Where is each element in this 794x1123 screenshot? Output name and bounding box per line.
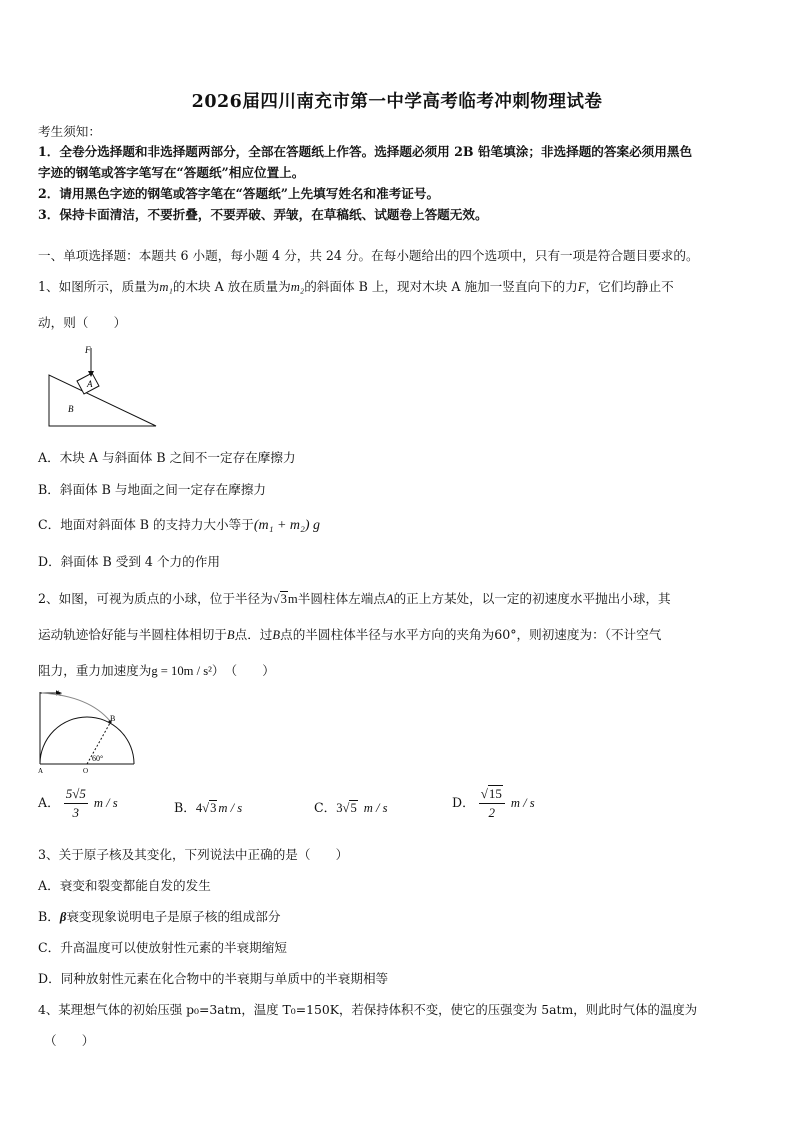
q3-option-c: C．升高温度可以使放射性元素的半衰期缩短 — [38, 940, 287, 955]
q2-fig-label-a: A — [38, 767, 44, 775]
q2-option-c-radicand: 5 — [350, 801, 357, 815]
q1-stem-text-3: 的斜面体 B 上，现对木块 A 施加一竖直向下的力 — [304, 279, 578, 294]
q2-option-c-label: C． — [314, 800, 337, 815]
q2-fig-label-b: B — [110, 714, 116, 723]
notice-item-1-line-1: 1．全卷分选择题和非选择题两部分，全部在答题纸上作答。选择题必须用 2B 铅笔填涂；非选择题的答案必须用黑色 — [38, 144, 693, 159]
q4-stem-line-2: （ ） — [44, 1033, 95, 1048]
q4-stem-line-1: 4、某理想气体的初始压强 p₀=3atm，温度 T₀=150K，若保持体积不变，使它的压强变为 5atm，则此时气体的温度为 — [38, 1002, 698, 1017]
q1-stem-text-1: 1、如图所示，质量为 — [38, 279, 160, 294]
q2-option-a — [38, 786, 118, 821]
q2-option-c-coefficient: 3 — [336, 801, 343, 815]
q2-point-a: A — [385, 592, 394, 606]
q2-option-d-unit: m / s — [510, 796, 535, 810]
q1-option-c-text: C．地面对斜面体 B 的支持力大小等于 — [38, 517, 254, 532]
q3-option-a: A．衰变和裂变都能自发的发生 — [38, 878, 211, 893]
q1-stem-line-2: 动，则（ ） — [38, 315, 127, 330]
q1-incline-block-b — [49, 375, 156, 426]
q2-half-cylinder — [40, 717, 134, 764]
q2-fig-label-v0: v₀ — [56, 688, 62, 696]
q2-option-b-coefficient: 4 — [195, 801, 203, 815]
q2-radius-sqrt: 3 — [280, 592, 287, 606]
q2-option-a-denominator: 3 — [72, 805, 80, 820]
q2-option-b-unit: m / s — [218, 801, 243, 815]
q2-option-d-fraction: $\frac{√15}{2}$ — [479, 786, 505, 821]
q1-m1: m₁ — [159, 280, 173, 294]
notice-item-3: 3．保持卡面清洁，不要折叠，不要弄破、弄皱，在草稿纸、试题卷上答题无效。 — [38, 207, 488, 222]
q2-option-d-label: D． — [452, 795, 475, 810]
q1-option-d: D．斜面体 B 受到 4 个力的作用 — [38, 554, 220, 569]
q2-point-b-2: B — [272, 628, 281, 642]
q2-stem-text-5: 点．过 — [234, 627, 273, 642]
q2-stem-text-3: 的正上方某处，以一定的初速度水平抛出小球，其 — [393, 591, 671, 606]
q2-option-b-radicand: 3 — [210, 801, 217, 815]
q2-option-b-label: B． — [174, 800, 196, 815]
q2-option-b: B．4√3 m / s — [174, 800, 243, 815]
q2-option-a-label: A． — [38, 795, 60, 810]
q1-fig-label-b: B — [68, 404, 74, 414]
q3-option-b — [38, 906, 280, 925]
q2-point-b: B — [226, 628, 235, 642]
notice-item-1-line-2: 字迹的钢笔或答字笔写在“答题纸”相应位置上。 — [38, 165, 305, 180]
q2-half-cylinder-figure — [34, 688, 144, 776]
q2-option-a-numerator: 5√5 — [64, 786, 88, 804]
q3-option-b-label: B． — [38, 909, 60, 924]
q2-stem-text-7: 阻力，重力加速度为 — [38, 663, 152, 678]
q2-option-a-unit: m / s — [93, 796, 118, 810]
q2-stem-line-1: 2、如图，可视为质点的小球，位于半径为√3m半圆柱体左端点A的正上方某处，以一定的初速度水平抛出小球，其 — [38, 591, 671, 606]
notice-item-2: 2．请用黑色字迹的钢笔或答字笔在“答题纸”上先填写姓名和准考证号。 — [38, 186, 440, 201]
q1-stem-line-1 — [38, 276, 674, 295]
q2-fig-label-angle: 60° — [92, 754, 104, 763]
q3-beta-symbol: β — [59, 910, 67, 924]
q2-stem-line-3 — [38, 660, 275, 679]
q2-trajectory — [42, 693, 110, 721]
q2-stem-text-6: 点的半圆柱体半径与水平方向的夹角为60°，则初速度为：（不计空气 — [280, 627, 662, 642]
q1-option-b: B．斜面体 B 与地面之间一定存在摩擦力 — [38, 482, 267, 497]
q2-radius-unit: m — [287, 592, 298, 606]
q2-fig-label-o: O — [83, 767, 89, 775]
q1-fig-label-f: F — [85, 345, 91, 355]
q3-option-d: D．同种放射性元素在化合物中的半衰期与单质中的半衰期相等 — [38, 971, 389, 986]
q1-stem-text-2: 的木块 A 放在质量为 — [172, 279, 291, 294]
q2-option-c: C．3√5 m / s — [314, 800, 388, 815]
q2-gravity-formula: g = 10m / s² — [151, 664, 212, 678]
q3-option-b-text: 衰变现象说明电子是原子核的组成部分 — [66, 909, 281, 924]
q1-force-symbol: F — [577, 280, 586, 294]
section-1-header: 一、单项选择题：本题共 6 小题，每小题 4 分，共 24 分。在每小题给出的四个选项中，只有一项是符合题目要求的。 — [38, 248, 699, 263]
q2-stem-line-2 — [38, 624, 661, 643]
q2-option-d-denominator: 2 — [488, 805, 496, 820]
q1-stem-text-4: ，它们均静止不 — [585, 279, 674, 294]
q2-stem-text-4: 运动轨迹恰好能与半圆柱体相切于 — [38, 627, 227, 642]
q1-m2: m₂ — [290, 280, 305, 294]
q1-option-c — [38, 514, 320, 534]
q2-option-c-unit: m / s — [363, 801, 388, 815]
q1-incline-figure — [44, 342, 164, 432]
q2-stem-text-8: ） （ ） — [211, 663, 275, 678]
q1-fig-label-a: A — [87, 379, 93, 389]
q1-option-a: A．木块 A 与斜面体 B 之间不一定存在摩擦力 — [38, 450, 296, 465]
notice-heading: 考生须知： — [38, 124, 101, 139]
q2-option-d — [452, 786, 535, 821]
q3-stem: 3、关于原子核及其变化，下列说法中正确的是（ ） — [38, 847, 349, 862]
q2-stem-text-1: 2、如图，可视为质点的小球，位于半径为 — [38, 591, 273, 606]
q1-option-c-formula: (m₁ + m₂) g — [253, 518, 321, 533]
q2-option-d-numerator: 15 — [488, 786, 502, 801]
q2-stem-text-2: 半圆柱体左端点 — [297, 591, 386, 606]
q2-option-a-fraction — [64, 786, 88, 821]
page-title: 2026届四川南充市第一中学高考临考冲刺物理试卷 — [191, 92, 603, 112]
